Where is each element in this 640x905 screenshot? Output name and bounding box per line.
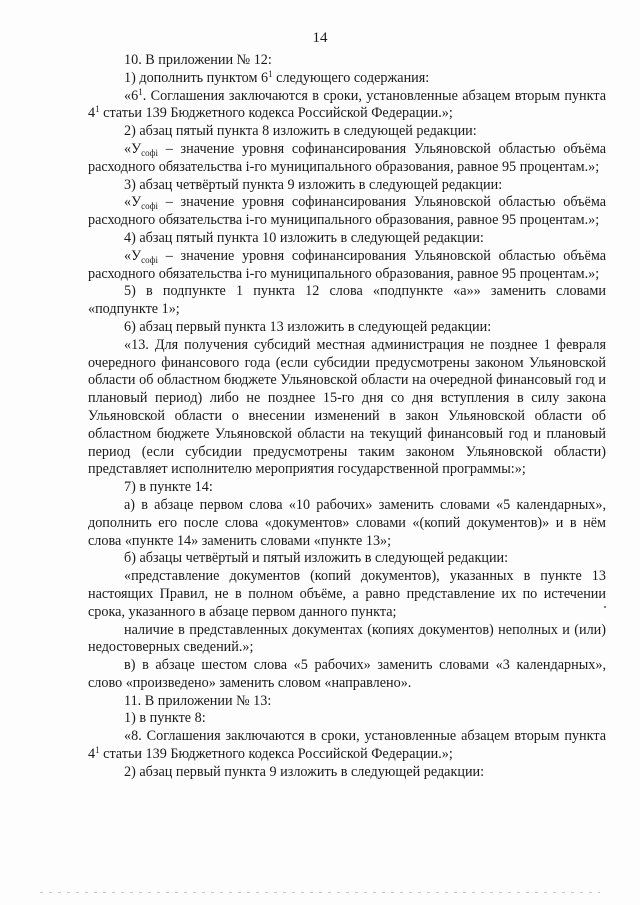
paragraph: 3) абзац четвёртый пункта 9 изложить в следующей редакции: bbox=[124, 176, 503, 193]
document-body bbox=[88, 52, 606, 782]
paragraph: 1) в пункте 8: bbox=[124, 710, 206, 727]
paragraph: 1) дополнить пунктом $6^1$ следующего содержания: bbox=[124, 68, 430, 86]
paragraph: «$У_{софi}$ – значение уровня софинансирования Ульяновской областью объёма расходного обязательства i-го муниципального образования, равное 95 процентам.»; bbox=[88, 140, 606, 175]
subscript: софi bbox=[141, 254, 158, 265]
paragraph: наличие в представленных документах (копиях документов) неполных и (или) недостоверных сведений.»; bbox=[88, 621, 606, 656]
paragraph: 2) абзац пятый пункта 8 изложить в следующей редакции: bbox=[124, 123, 477, 140]
superscript: 1 bbox=[95, 745, 100, 756]
superscript: 1 bbox=[138, 86, 143, 97]
paragraph: в) в абзаце шестом слова «5 рабочих» заменить словами «3 календарных», слово «произведено» заменить словом «направлено». bbox=[88, 657, 606, 691]
paragraph: 7) в пункте 14: bbox=[124, 479, 213, 496]
paragraph: 2) абзац первый пункта 9 изложить в следующей редакции: bbox=[124, 763, 485, 780]
paragraph: а) в абзаце первом слова «10 рабочих» заменить словами «5 календарных», дополнить его после слова «документов» словами «(копий документов)» и в нём слова «пункте 14» заменить словами «пункте 13»; bbox=[88, 496, 606, 549]
paragraph: б) абзацы четвёртый и пятый изложить в следующей редакции: bbox=[124, 550, 509, 567]
paragraph: 5) в подпункте 1 пункта 12 слова «подпункте «а»» заменить словами «подпункте 1»; bbox=[88, 283, 606, 318]
paragraph: «$У_{софi}$ – значение уровня софинансирования Ульяновской областью объёма расходного обязательства i-го муниципального образования, равное 95 процентам.»; bbox=[88, 247, 606, 282]
paragraph: «13. Для получения субсидий местная администрация не позднее 1 февраля очередного финансового года (если субсидии предусмотрены законом Ульяновской области об областном бюджете Ульяновской области на очередной финансовый год и плановый период) либо не позднее 15-го дня со дня вступления в силу закона Ульяновской области о внесении изменений в закон Ульяновской области об областном бюджете Ульяновской области на текущий финансовый год и плановый период (если субсидии предусмотрены таким законом Ульяновской области) представляет исполнителю мероприятия государственной программы:»; bbox=[88, 336, 606, 478]
paragraph: «$6^1$. Соглашения заключаются в сроки, установленные абзацем вторым пункта $4^1$ статьи 139 Бюджетного кодекса Российской Федерации.»; bbox=[88, 86, 606, 122]
superscript: 1 bbox=[95, 104, 100, 115]
paragraph: «8. Соглашения заключаются в сроки, установленные абзацем вторым пункта $4^1$ статьи 139 Бюджетного кодекса Российской Федерации.»; bbox=[88, 728, 606, 763]
scan-speck bbox=[604, 606, 606, 608]
subscript: софi bbox=[141, 147, 158, 158]
page-number: 14 bbox=[312, 30, 328, 46]
paragraph: «$У_{софi}$ – значение уровня софинансирования Ульяновской областью объёма расходного обязательства i-го муниципального образования, равное 95 процентам.»; bbox=[88, 194, 606, 229]
superscript: 1 bbox=[268, 68, 273, 79]
paragraph: 4) абзац пятый пункта 10 изложить в следующей редакции: bbox=[124, 229, 484, 246]
paragraph: 11. В приложении № 13: bbox=[124, 692, 272, 709]
paragraph: 10. В приложении № 12: bbox=[124, 52, 272, 68]
subscript: софi bbox=[141, 201, 158, 212]
paragraph: 6) абзац первый пункта 13 изложить в следующей редакции: bbox=[124, 318, 492, 335]
paragraph: «представление документов (копий документов), указанных в пункте 13 настоящих Правил, не в полном объёме, а равно представление их по истечении срока, указанного в абзаце первом данного пункта; bbox=[88, 568, 606, 620]
scan-edge-noise bbox=[40, 892, 600, 893]
